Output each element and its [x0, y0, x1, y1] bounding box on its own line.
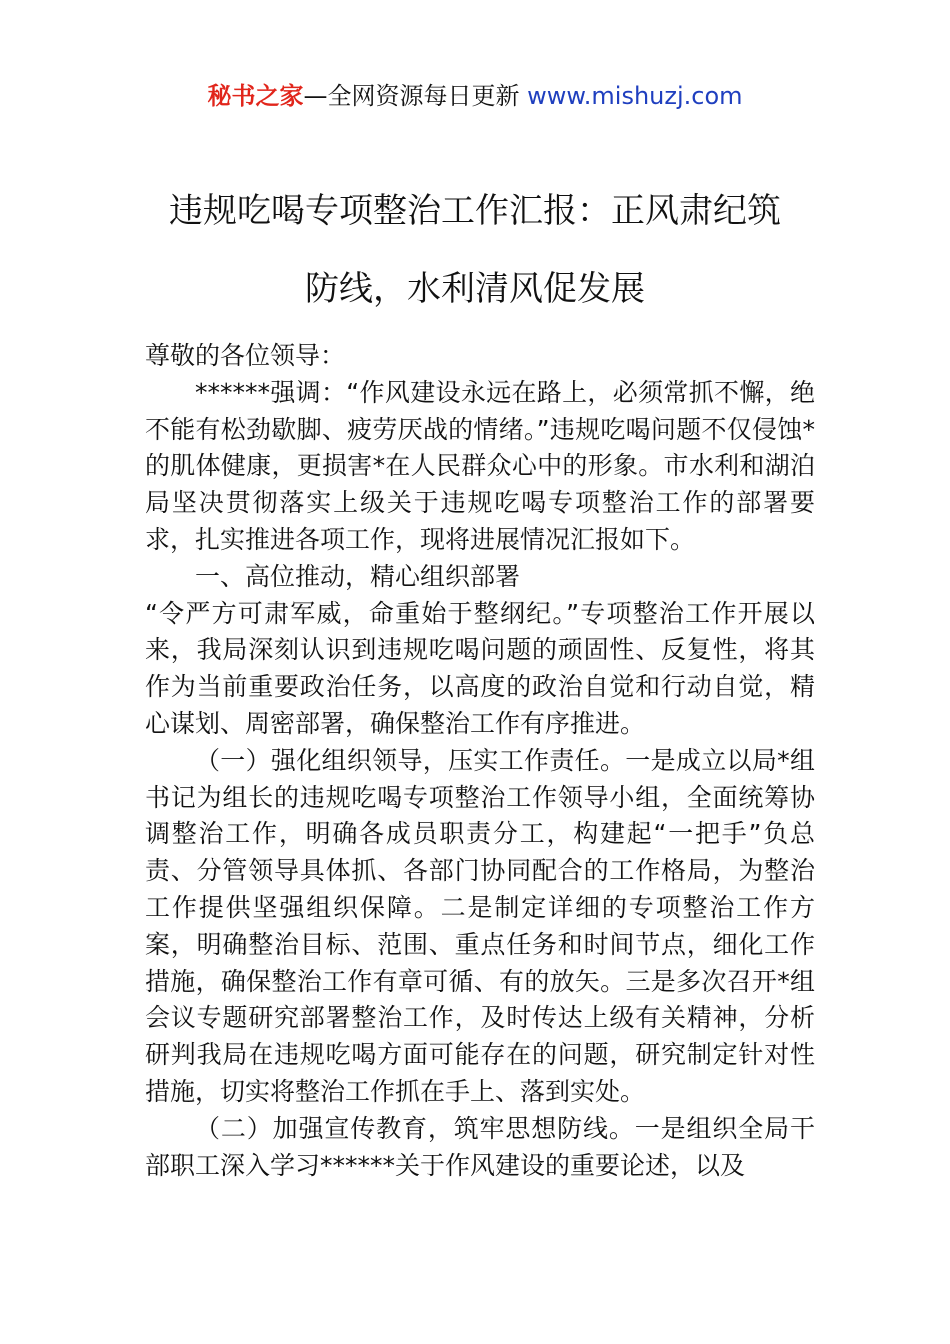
paragraph-section-1-intro: “令严方可肃军威，命重始于整纲纪。”专项整治工作开展以来，我局深刻认识到违规吃喝问题的顽固性、反复性，将其作为当前重要政治任务，以高度的政治自觉和行动自觉，精心谋划、周密部署，确保整治工作有序推进。: [145, 598, 815, 738]
paragraph-subsection-1: （一）强化组织领导，压实工作责任。一是成立以局*组书记为组长的违规吃喝专项整治工作领导小组，全面统筹协调整治工作，明确各成员职责分工，构建起“一把手”负总责、分管领导具体抓、各部门协同配合的工作格局，为整治工作提供坚强组织保障。二是制定详细的专项整治工作方案，明确整治目标、范围、重点任务和时间节点，细化工作措施，确保整治工作有章可循、有的放矢。三是多次召开*组会议专题研究部署整治工作，及时传达上级有关精神，分析研判我局在违规吃喝方面可能存在的问题，研究制定针对性措施，切实将整治工作抓在手上、落到实处。: [145, 745, 815, 1106]
section-heading-1: 一、高位推动，精心组织部署: [195, 561, 521, 591]
document-title: [120, 172, 830, 328]
document-body: [145, 338, 815, 1184]
site-url-link[interactable]: www.mishuzj.com: [527, 82, 743, 110]
document-title-line-1: 违规吃喝专项整治工作汇报：正风肃纪筑: [169, 191, 781, 231]
salutation: 尊敬的各位领导：: [145, 341, 346, 370]
site-brand: 秘书之家: [207, 82, 304, 110]
site-tagline: —全网资源每日更新: [303, 82, 528, 110]
site-header: [0, 80, 950, 112]
paragraph-subsection-2: （二）加强宣传教育，筑牢思想防线。一是组织全局干部职工深入学习******关于作风建设的重要论述，以及: [145, 1113, 815, 1180]
paragraph-intro: ******强调：“作风建设永远在路上，必须常抓不懈，绝不能有松劲歇脚、疲劳厌战的情绪。”违规吃喝问题不仅侵蚀*的肌体健康，更损害*在人民群众心中的形象。市水利和湖泊局坚决贯彻落实上级关于违规吃喝专项整治工作的部署要求，扎实推进各项工作，现将进展情况汇报如下。: [145, 377, 815, 554]
document-title-line-2: 防线，水利清风促发展: [305, 269, 645, 309]
